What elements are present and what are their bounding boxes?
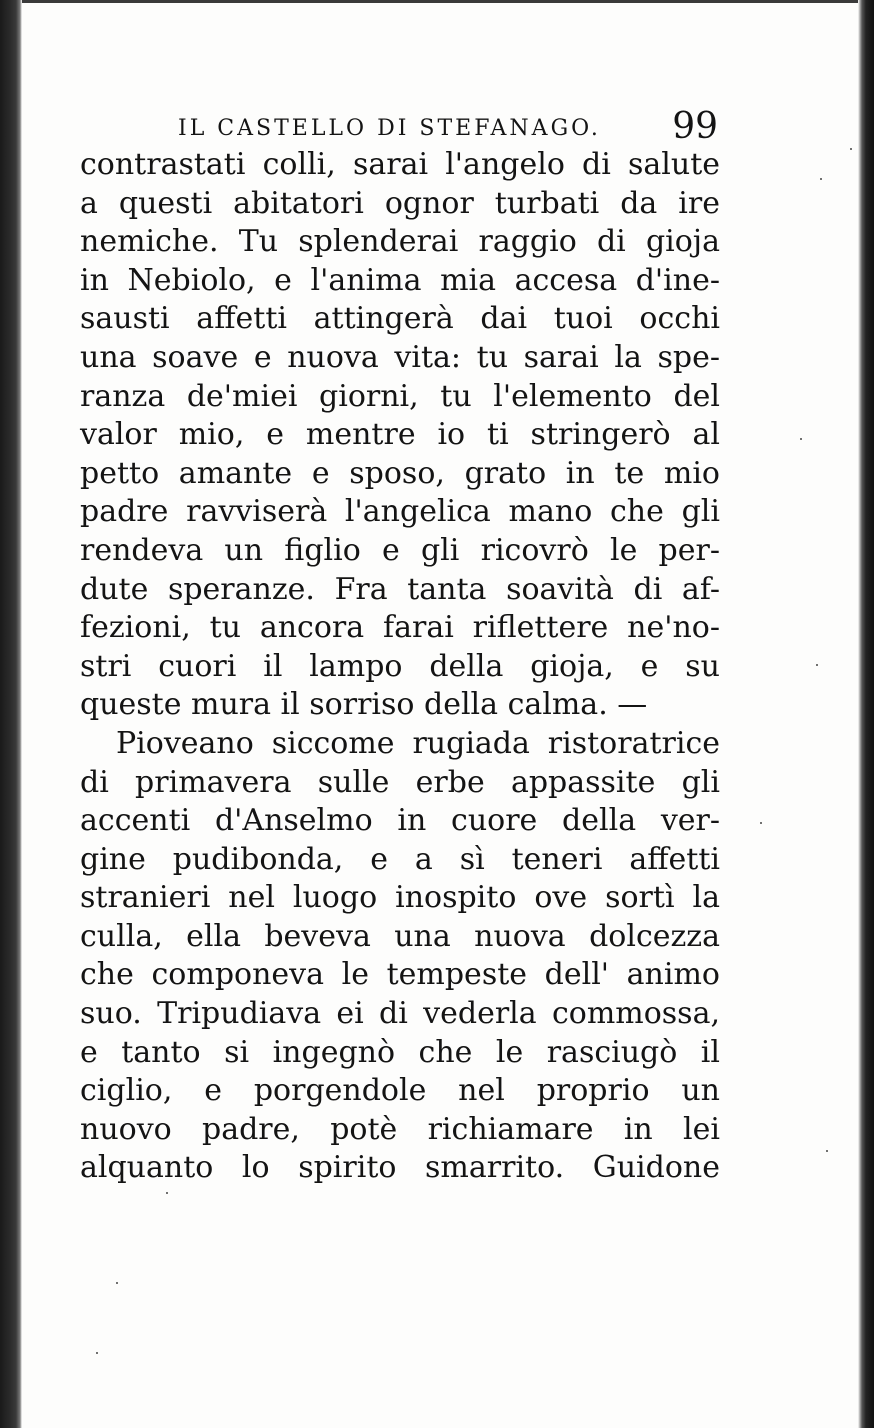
text-line: suo. Tripudiava ei di vederla commossa,	[80, 996, 720, 1032]
text-line: ranza de'miei giorni, tu l'elemento del	[80, 378, 720, 414]
text-line: a questi abitatori ognor turbati da ire	[80, 185, 720, 221]
text-line: rendeva un figlio e gli ricovrò le per-	[80, 532, 720, 568]
scan-speck	[826, 1150, 828, 1152]
text-line: stranieri nel luogo inospito ove sortì la	[80, 880, 720, 916]
text-line: valor mio, e mentre io ti stringerò al	[80, 417, 720, 453]
text-line: nuovo padre, potè richiamare in lei	[80, 1111, 720, 1147]
scan-speck	[850, 148, 852, 150]
top-page-edge	[22, 0, 858, 3]
text-line: gine pudibonda, e a sì teneri affetti	[80, 841, 720, 877]
scan-speck	[760, 822, 762, 824]
text-line: alquanto lo spirito smarrito. Guidone	[80, 1150, 720, 1186]
scan-speck	[96, 1352, 98, 1354]
text-line: stri cuori il lampo della gioja, e su	[80, 648, 720, 684]
text-line: una soave e nuova vita: tu sarai la spe-	[80, 339, 720, 375]
text-line: padre ravviserà l'angelica mano che gli	[80, 494, 720, 530]
text-line: nemiche. Tu splenderai raggio di gioja	[80, 224, 720, 260]
text-line-paragraph-start: Pioveano siccome rugiada ristoratrice	[116, 725, 720, 761]
text-line: accenti d'Anselmo in cuore della ver-	[80, 803, 720, 839]
scan-speck	[820, 178, 822, 180]
running-head: IL CASTELLO DI STEFANAGO.	[178, 116, 601, 141]
scan-speck	[800, 438, 802, 440]
text-line: ciglio, e porgendole nel proprio un	[80, 1073, 720, 1109]
text-line: fezioni, tu ancora farai riflettere ne'no-	[80, 610, 720, 646]
text-line: e tanto si ingegnò che le rasciugò il	[80, 1034, 720, 1070]
right-binding-edge	[858, 0, 874, 1428]
text-line: che componeva le tempeste dell' animo	[80, 957, 720, 993]
page-number: 99	[672, 106, 718, 147]
text-line: culla, ella beveva una nuova dolcezza	[80, 918, 720, 954]
text-line: di primavera sulle erbe appassite gli	[80, 764, 720, 800]
text-line: dute speranze. Fra tanta soavità di af-	[80, 571, 720, 607]
scan-speck	[166, 1192, 168, 1194]
text-line-paragraph-end: queste mura il sorriso della calma. —	[80, 687, 648, 723]
text-line: sausti affetti attingerà dai tuoi occhi	[80, 301, 720, 337]
scan-speck	[816, 664, 818, 666]
scan-speck	[116, 1282, 118, 1284]
body-text	[80, 146, 720, 1188]
left-binding-edge	[0, 0, 22, 1428]
text-line: in Nebiolo, e l'anima mia accesa d'ine-	[80, 262, 720, 298]
text-line: petto amante e sposo, grato in te mio	[80, 455, 720, 491]
text-line: contrastati colli, sarai l'angelo di salute	[80, 147, 720, 182]
